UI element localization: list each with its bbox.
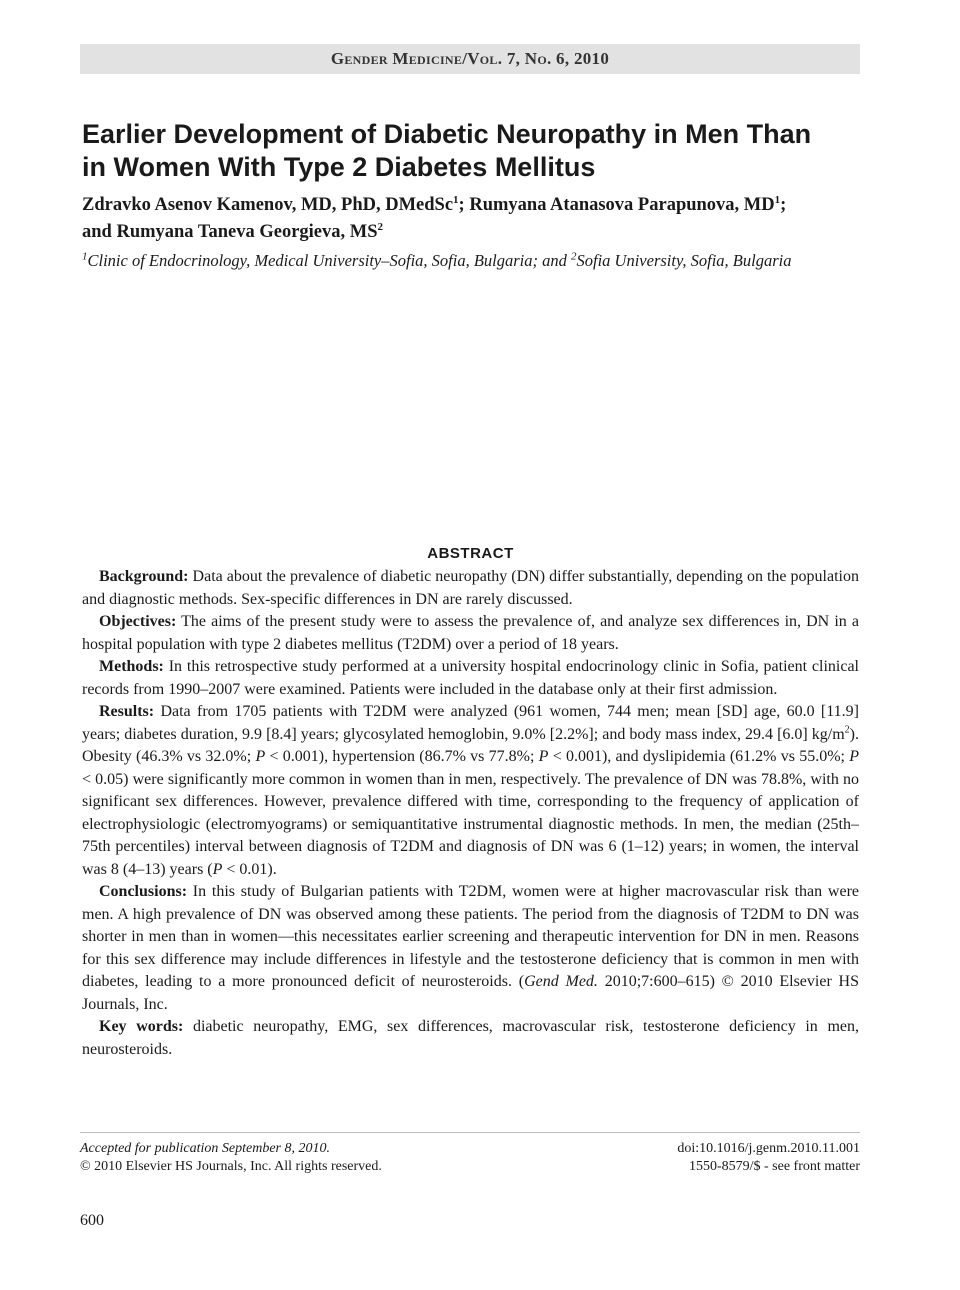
citation-rest: 2010;7:600–615) © 2010 Elsevier HS Journals, Inc. (82, 973, 860, 1013)
section-text: The aims of the present study were to assess the prevalence of, and analyze sex differences in, DN in a hospital population with type 2 diabetes mellitus (T2DM) over a period of 18 years. (82, 613, 859, 653)
p-value-symbol: P (212, 860, 223, 878)
journal-header: Gender Medicine/Vol. 7, No. 6, 2010 (330, 49, 610, 68)
abstract-background (82, 566, 859, 611)
footer-right (677, 1140, 860, 1176)
doi: doi:10.1016/j.genm.2010.11.001 (677, 1141, 860, 1156)
title-block (82, 118, 862, 273)
footer-divider (80, 1132, 860, 1133)
abstract-methods (82, 656, 859, 701)
section-label: Background: (99, 568, 189, 585)
abstract (82, 545, 859, 1061)
accepted-date: Accepted for publication September 8, 2010. (80, 1141, 330, 1156)
abstract-objectives (82, 611, 859, 656)
section-text: Data about the prevalence of diabetic neuropathy (DN) differ substantially, depending on the population and diagnostic methods. Sex-specific differences in DN are rarely discussed. (82, 568, 859, 608)
author-separator: ; (458, 195, 470, 215)
section-label: Conclusions: (99, 883, 188, 900)
p-value-symbol: P (538, 748, 549, 765)
affiliations (82, 249, 862, 273)
footer-left (80, 1140, 382, 1176)
section-label: Methods: (99, 658, 164, 675)
p-value-symbol: P (849, 748, 860, 765)
superscript: 2 (844, 724, 850, 736)
author-name: Zdravko Asenov Kamenov, MD, PhD, DMedSc (82, 195, 454, 215)
title-line-2: in Women With Type 2 Diabetes Mellitus (82, 152, 596, 182)
abstract-keywords (82, 1016, 859, 1061)
copyright: © 2010 Elsevier HS Journals, Inc. All rights reserved. (80, 1159, 382, 1174)
section-text: diabetic neuropathy, EMG, sex differences, macrovascular risk, testosterone deficiency in men, neurosteroids. (82, 1018, 859, 1058)
article-title (82, 118, 862, 184)
section-text: < 0.05) were significantly more common in women than in men, respectively. The prevalence of DN was 78.8%, with no significant sex differences. However, prevalence differed with time, corresponding to the frequency of application of electrophysiologic (electromyograms) or semiquantitative instrumental diagnostic methods. In men, the median (25th–75th percentiles) interval between diagnosis of T2DM and diagnosis of DN was 6 (1–12) years; in women, the interval was 8 (4–13) years ( (82, 770, 859, 878)
section-text: < 0.01). (222, 860, 277, 878)
affiliation-text: Clinic of Endocrinology, Medical University–Sofia, Sofia, Bulgaria; and (87, 251, 571, 270)
author-separator: ; (780, 195, 787, 215)
abstract-heading: ABSTRACT (427, 545, 514, 562)
section-text: Data from 1705 patients with T2DM were analyzed (961 women, 744 men; mean [SD] age, 60.0 [11.9] years; diabetes duration, 9.9 [8.4] years; glycosylated hemoglobin, 9.0% [2.2%]; and body mass index, 29.4 [6.0] kg/m (82, 703, 859, 743)
section-label: Objectives: (99, 613, 177, 630)
title-line-1: Earlier Development of Diabetic Neuropathy in Men Than (82, 119, 812, 149)
author-prefix: and (82, 222, 117, 242)
author-name: Rumyana Taneva Georgieva, MS (116, 222, 378, 242)
author-name: Rumyana Atanasova Parapunova, MD (469, 195, 775, 215)
section-label: Results: (99, 703, 155, 720)
section-text: < 0.001), hypertension (86.7% vs 77.8%; (265, 748, 539, 765)
affiliation-mark: 1 (82, 250, 88, 263)
affiliation-text: Sofia University, Sofia, Bulgaria (576, 251, 792, 270)
author-affiliation-mark: 2 (377, 220, 384, 233)
section-text: In this retrospective study performed at a university hospital endocrinology clinic in Sofia, patient clinical records from 1990–2007 were examined. Patients were included in the database only at their first admission. (82, 658, 859, 698)
p-value-symbol: P (255, 748, 266, 765)
section-text: In this study of Bulgarian patients with T2DM, women were at higher macrovascular risk than were men. A high prevalence of DN was observed among these patients. The period from the diagnosis of T2DM to DN was shorter in men than in women—this necessitates earlier screening and therapeutic intervention for DN in men. Reasons for this sex difference may include differences in lifestyle and the testosterone deficiency that is common in men with diabetes, leading to a more pronounced deficit of neurosteroids. ( (82, 883, 859, 990)
abstract-conclusions (82, 881, 859, 1016)
issn: 1550-8579/$ - see front matter (688, 1159, 860, 1174)
section-label: Key words: (99, 1018, 184, 1035)
author-affiliation-mark: 1 (453, 193, 459, 206)
abstract-results (82, 701, 859, 881)
citation-journal: Gend Med. (524, 973, 598, 990)
journal-header-band (80, 44, 860, 74)
section-text: ). Obesity (46.3% vs 32.0%; (82, 725, 859, 765)
author-list (82, 192, 862, 246)
affiliation-mark: 2 (571, 250, 577, 263)
section-text: < 0.001), and dyslipidemia (61.2% vs 55.0%; (548, 748, 850, 765)
author-affiliation-mark: 1 (774, 193, 781, 206)
page-number: 600 (80, 1212, 104, 1229)
